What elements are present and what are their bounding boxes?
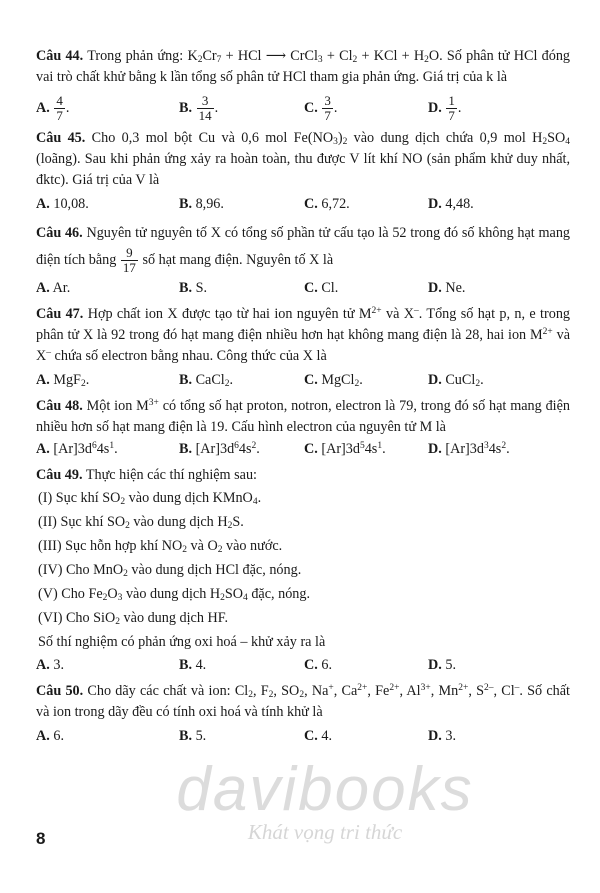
option-a: A. 6. bbox=[36, 728, 64, 744]
experiment-5: (V) Cho $Fe_2O_3$ vào dung dịch $H_2SO_4$ đặc, nóng. bbox=[38, 586, 311, 603]
experiment-1: (I) Sục khí $SO_2$ vào dung dịch KMnO$_4$. bbox=[38, 490, 262, 507]
option-d: D. 5. bbox=[428, 657, 456, 673]
option-d: D. Ne. bbox=[428, 280, 466, 296]
option-c: C. 6. bbox=[304, 657, 332, 673]
option-a: A. MgF$_2$. bbox=[36, 372, 90, 389]
question-50: Câu 50. Cho dãy các chất và ion: $Cl_2$, $F_2$, $SO_2$, Na+, $Ca^{2+}$, $Fe^{2+}$, $Al^{3+}$, $Mn^{2+}$, $S^{2-}$, Cl–. Số chất và ion trong dãy đều có tính oxi hoá và tính khử là bbox=[36, 683, 570, 720]
option-c: C. Cl. bbox=[304, 280, 339, 296]
answer-options bbox=[36, 655, 570, 675]
question-text: Cr bbox=[202, 48, 217, 64]
option-a: A. $\frac{4}{7}$ . bbox=[36, 93, 70, 124]
fraction: $\frac{1}{7}$ bbox=[448, 93, 455, 124]
option-c: C. MgCl$_2$. bbox=[304, 372, 363, 389]
fraction: $\frac{9}{17}$ bbox=[122, 245, 136, 275]
option-c: C. 6,72. bbox=[304, 196, 350, 212]
option-c: C. $\frac{3}{7}$ . bbox=[304, 93, 338, 124]
option-b: B. $[Ar]3d^64s^2$. bbox=[179, 441, 260, 457]
fraction: $\frac{4}{7}$ bbox=[56, 93, 63, 124]
question-text: O. Số phân tử HCl đóng vai trò chất khử bằng k lần tổng số phân tử HCl tham gia phản ứng. Giá trị của k là bbox=[36, 48, 571, 85]
page-content bbox=[36, 46, 570, 752]
question-text: + HCl ⟶ CrCl bbox=[221, 48, 318, 64]
fraction: $\frac{3}{14}$ bbox=[198, 93, 212, 124]
question-text: + KCl + H bbox=[357, 48, 425, 64]
option-b: B. $\frac{3}{14}$ . bbox=[179, 93, 219, 124]
option-d: D. $\frac{1}{7}$ . bbox=[428, 93, 462, 124]
page-number: 8 bbox=[36, 829, 46, 848]
option-c: C. 4. bbox=[304, 728, 332, 744]
question-label: Câu 49. bbox=[36, 467, 83, 483]
question-44: Câu 44. Trong phản ứng: $K_2Cr_7$ + HCl ⟶ CrCl$_3$ + $Cl_2$ + KCl + $H_2O$. Số phân tử HCl đóng vai trò chất khử bằng k lần tổng số phân tử HCl tham gia phản ứng. Giá trị của k là bbox=[36, 48, 571, 85]
answer-options bbox=[36, 278, 570, 298]
option-b: B. 8,96. bbox=[179, 196, 224, 212]
question-label: Câu 47. bbox=[36, 306, 84, 322]
option-a: A. 10,08. bbox=[36, 196, 89, 212]
question-label: Câu 48. bbox=[36, 398, 83, 414]
question-label: Câu 50. bbox=[36, 683, 84, 699]
question-46: Câu 46. Nguyên tử nguyên tố X có tổng số phần tử cấu tạo là 52 trong đó số không hạt mang điện tích bằng $\frac{9}{17}$ số hạt mang điện. Nguyên tố X là bbox=[36, 225, 571, 275]
answer-options bbox=[36, 439, 570, 459]
option-a: A. $[Ar]3d^64s^1$. bbox=[36, 441, 118, 457]
question-label: Câu 44. bbox=[36, 48, 84, 64]
question-text: + Cl bbox=[322, 48, 353, 64]
answer-options bbox=[36, 726, 570, 746]
question-label: Câu 46. bbox=[36, 225, 83, 241]
option-b: B. 5. bbox=[179, 728, 207, 744]
watermark-slogan: Khát vọng tri thức bbox=[247, 820, 403, 844]
fraction: $\frac{3}{7}$ bbox=[324, 93, 331, 124]
experiment-4: (IV) Cho MnO$_2$ vào dung dịch HCl đặc, nóng. bbox=[38, 562, 302, 579]
option-b: B. S. bbox=[179, 280, 207, 296]
question-49: Câu 49. Thực hiện các thí nghiệm sau: bbox=[36, 467, 257, 483]
experiment-3: (III) Sục hỗn hợp khí $NO_2$ và $O_2$ vào nước. bbox=[38, 538, 283, 555]
answer-options bbox=[36, 194, 570, 214]
question-45: Câu 45. Cho 0,3 mol bột Cu và 0,6 mol $Fe(NO_3)_2$ vào dung dịch chứa 0,9 mol $H_2SO_4$ (loãng). Sau khi phản ứng xảy ra hoàn toàn, thu được V lít khí NO (sản phẩm khử duy nhất, đktc). Giá trị của V là bbox=[36, 130, 571, 188]
answer-options bbox=[36, 370, 570, 390]
answer-options bbox=[36, 90, 570, 126]
question-47: Câu 47. Hợp chất ion X được tạo từ hai ion nguyên tử $M^{2+}$ và X–. Tổng số hạt p, n, e trong phân tử X là 92 trong đó hạt mang điện nhiều hơn hạt không mang điện là 28, hai ion $M^{2+}$ và X– chứa số electron bằng nhau. Công thức của X là bbox=[36, 306, 571, 364]
question-ask: Số thí nghiệm có phản ứng oxi hoá – khử xảy ra là bbox=[38, 634, 326, 650]
option-b: B. 4. bbox=[179, 657, 207, 673]
option-b: B. CaCl$_2$. bbox=[179, 372, 234, 389]
question-text: Trong phản ứng: K bbox=[87, 48, 198, 64]
watermark-logo: davibooks bbox=[176, 755, 474, 824]
option-a: A. Ar. bbox=[36, 280, 71, 296]
experiment-2: (II) Sục khí $SO_2$ vào dung dịch $H_2S$. bbox=[38, 514, 244, 531]
option-d: D. $[Ar]3d^34s^2$. bbox=[428, 441, 510, 457]
option-c: C. $[Ar]3d^54s^1$. bbox=[304, 441, 386, 457]
question-48: Câu 48. Một ion $M^{3+}$ có tổng số hạt proton, notron, electron là 79, trong đó số hạt mang điện nhiều hơn số hạt mang điện là 19. Cấu hình electron của nguyên tử M là bbox=[36, 398, 570, 435]
question-label: Câu 45. bbox=[36, 130, 86, 146]
option-a: A. 3. bbox=[36, 657, 64, 673]
option-d: D. 3. bbox=[428, 728, 456, 744]
watermark bbox=[160, 755, 490, 844]
experiment-6: (VI) Cho SiO$_2$ vào dung dịch HF. bbox=[38, 610, 229, 627]
option-d: D. CuCl$_2$. bbox=[428, 372, 484, 389]
option-d: D. 4,48. bbox=[428, 196, 474, 212]
